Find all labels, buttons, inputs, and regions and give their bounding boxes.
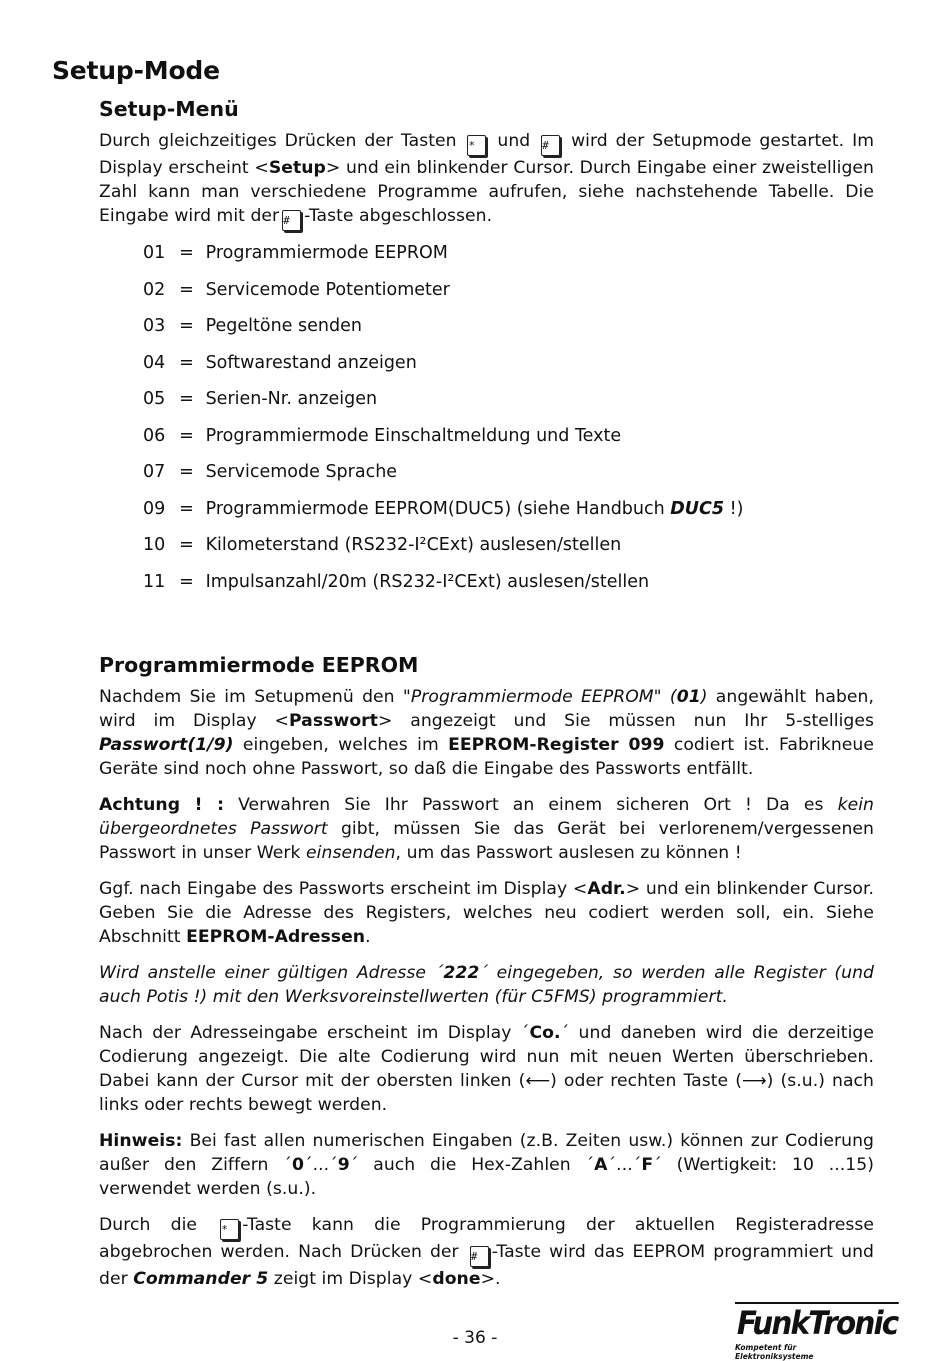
program-label: Programmiermode EEPROM(DUC5) (siehe Handbuch <box>205 498 671 519</box>
equals-sign: = <box>179 316 194 336</box>
setup-program-list <box>143 240 843 605</box>
text-run: ´ auch die Hex-Zahlen ´ <box>349 1155 595 1175</box>
eeprom-paragraph-4 <box>99 961 874 1009</box>
program-number: 02 <box>143 279 166 300</box>
program-number: 07 <box>143 462 166 482</box>
text-run: Achtung ! : <box>99 795 225 815</box>
list-item <box>143 313 843 350</box>
text-run: done <box>432 1269 481 1289</box>
text-run: kein übergeordnetes Passwort <box>99 795 874 839</box>
text-run: Nach der Adresseingabe erscheint im Display ´ <box>99 1023 530 1043</box>
setup-menu-section <box>99 97 874 231</box>
text-run: > und ein blinkender Cursor. Durch Eingabe einer zweistelligen Zahl kann man verschiedene Programme aufrufen, siehe nachstehende Tabelle. Die Eingabe wird mit der <box>99 158 874 226</box>
program-number: 10 <box>143 535 166 555</box>
text-run: Passwort <box>289 711 378 731</box>
program-label: Serien-Nr. anzeigen <box>205 389 378 409</box>
eeprom-paragraph-5 <box>99 1021 874 1117</box>
text-run: angewählt haben, wird im Display < <box>99 687 875 731</box>
program-number: 03 <box>143 316 166 336</box>
text-run: wird der Setupmode gestartet. Im Display erscheint < <box>99 131 875 178</box>
list-item <box>143 459 843 496</box>
program-label: Servicemode Sprache <box>205 462 398 482</box>
text-run: Adr. <box>587 879 626 899</box>
equals-sign: = <box>179 243 194 263</box>
text-run: Durch die <box>99 1215 218 1235</box>
equals-sign: = <box>179 425 194 446</box>
eeprom-heading: Programmiermode EEPROM <box>99 653 419 677</box>
page-number: - 36 - <box>452 1328 498 1348</box>
star-key-icon: * <box>220 1219 239 1240</box>
text-run: ´ und daneben wird die derzeitige Codierung angezeigt. Die alte Codierung wird nun mit neuen Werten überschrieben. Dabei kann der Cursor mit der obersten linken ( <box>99 1023 874 1091</box>
text-run: , um das Passwort auslesen zu können ! <box>395 843 742 863</box>
eeprom-paragraph-7 <box>99 1213 874 1291</box>
equals-sign: = <box>179 462 194 482</box>
duc5-label: DUC5 <box>670 498 725 519</box>
text-run: eingeben, welches im <box>233 735 449 755</box>
text-run: 01 <box>676 687 701 707</box>
eeprom-paragraph-3 <box>99 877 874 949</box>
text-run: >. <box>480 1269 501 1289</box>
text-run: und <box>497 131 531 151</box>
text-run: Commander 5 <box>133 1269 269 1289</box>
logo-tagline: Kompetent für Elektroniksysteme <box>735 1343 814 1361</box>
equals-sign: = <box>179 352 194 373</box>
equals-sign: = <box>179 571 194 592</box>
equals-sign: = <box>179 535 194 555</box>
text-run: ) <box>700 687 708 707</box>
text-run: Passwort(1/9) <box>99 735 234 755</box>
eeprom-section <box>99 653 874 1291</box>
text-run: !) <box>724 498 744 519</box>
text-run: A <box>594 1155 608 1175</box>
text-run: Wird anstelle einer gültigen Adresse ´ <box>99 963 444 983</box>
arrow-right-icon: ⟶ <box>741 1071 767 1091</box>
list-item <box>143 277 843 314</box>
text-run: 9 <box>337 1155 350 1175</box>
hash-key-icon: # <box>541 135 560 156</box>
list-item <box>143 496 843 533</box>
text-run: ´ (Wertigkeit: 10 ...15) verwendet werden (s.u.). <box>99 1155 875 1199</box>
list-item <box>143 532 843 569</box>
text-run: . <box>365 927 371 947</box>
program-label: Softwarestand anzeigen <box>205 352 417 373</box>
text-run: einsenden <box>306 843 396 863</box>
text-run: Hinweis: <box>99 1131 183 1151</box>
text-run: Durch gleichzeitiges Drücken der Tasten <box>99 131 457 151</box>
text-run: -Taste kann die Programmierung der aktuellen Registeradresse abgebrochen werden. Nach Drücken der <box>99 1215 874 1262</box>
text-run: -Taste wird das EEPROM programmiert und der <box>99 1242 874 1289</box>
hash-key-icon: # <box>282 210 301 231</box>
eeprom-paragraph-2 <box>99 793 874 865</box>
text-run: EEPROM-Adressen <box>186 927 366 947</box>
program-number: 11 <box>143 571 166 592</box>
text-run: codiert ist. Fabrikneue Geräte sind noch ohne Passwort, so daß die Eingabe des Passworts entfällt. <box>99 735 874 779</box>
equals-sign: = <box>179 279 194 300</box>
logo-wordmark: FunkTronic <box>736 1304 898 1342</box>
text-run: ) oder rechten Taste ( <box>550 1071 742 1091</box>
equals-sign: = <box>179 498 194 519</box>
text-run: Ggf. nach Eingabe des Passworts erscheint im Display < <box>99 879 588 899</box>
equals-sign: = <box>179 389 194 409</box>
list-item <box>143 386 843 423</box>
setup-intro-paragraph <box>99 129 874 231</box>
star-key-icon: * <box>467 135 486 156</box>
text-run: Verwahren Sie Ihr Passwort an einem sicheren Ort ! Da es <box>224 795 838 815</box>
text-run: ) (s.u.) nach links oder rechts bewegt werden. <box>99 1071 874 1115</box>
eeprom-paragraph-6 <box>99 1129 874 1201</box>
display-setup-text: Setup <box>268 158 326 178</box>
eeprom-paragraph-1 <box>99 685 874 781</box>
text-run: "Programmiermode EEPROM" ( <box>402 687 677 707</box>
text-run: EEPROM-Register 099 <box>448 735 665 755</box>
list-item <box>143 240 843 277</box>
list-item <box>143 569 843 606</box>
program-label: Programmiermode Einschaltmeldung und Texte <box>205 425 622 446</box>
text-run: Co. <box>529 1023 561 1043</box>
funktronic-logo <box>735 1302 898 1361</box>
program-number: 01 <box>143 243 166 263</box>
text-run: zeigt im Display < <box>268 1269 433 1289</box>
program-label: Servicemode Potentiometer <box>205 279 450 300</box>
text-run: ´...´ <box>303 1155 338 1175</box>
arrow-left-icon: ⟵ <box>525 1071 551 1091</box>
program-label: Pegeltöne senden <box>205 316 362 336</box>
text-run: ´...´ <box>607 1155 642 1175</box>
text-run: gibt, müssen Sie das Gerät bei verlorenem/vergessenen Passwort in unser Werk <box>99 819 874 863</box>
hash-key-icon: # <box>470 1246 489 1267</box>
text-run: 0 <box>291 1155 304 1175</box>
text-run: F <box>641 1155 654 1175</box>
text-run: > angezeigt und Sie müssen nun Ihr 5-stelliges <box>377 711 874 731</box>
program-number: 04 <box>143 352 166 373</box>
text-run: ´ eingegeben, so werden alle Register (und auch Potis !) mit den Werksvoreinstellwerten (für C5FMS) programmiert. <box>99 963 874 1007</box>
program-label: Kilometerstand (RS232-I²CExt) auslesen/stellen <box>205 535 622 555</box>
program-number: 05 <box>143 389 166 409</box>
text-run: -Taste abgeschlossen. <box>304 206 493 226</box>
text-run: Nachdem Sie im Setupmenü den <box>99 687 403 707</box>
text-run: Bei fast allen numerischen Eingaben (z.B. Zeiten usw.) können zur Codierung außer den Ziffern ´ <box>99 1131 874 1175</box>
program-label: Programmiermode EEPROM <box>205 243 448 263</box>
list-item <box>143 350 843 387</box>
section-title: Setup-Mode <box>52 56 220 85</box>
setup-menu-heading: Setup-Menü <box>99 97 239 121</box>
program-number: 09 <box>143 498 166 519</box>
program-number: 06 <box>143 425 166 446</box>
program-label: Impulsanzahl/20m (RS232-I²CExt) auslesen/stellen <box>205 571 650 592</box>
list-item <box>143 423 843 460</box>
text-run: 222 <box>443 963 480 983</box>
text-run: > und ein blinkender Cursor. Geben Sie die Adresse des Registers, welches neu codiert werden soll, ein. Siehe Abschnitt <box>99 879 874 947</box>
